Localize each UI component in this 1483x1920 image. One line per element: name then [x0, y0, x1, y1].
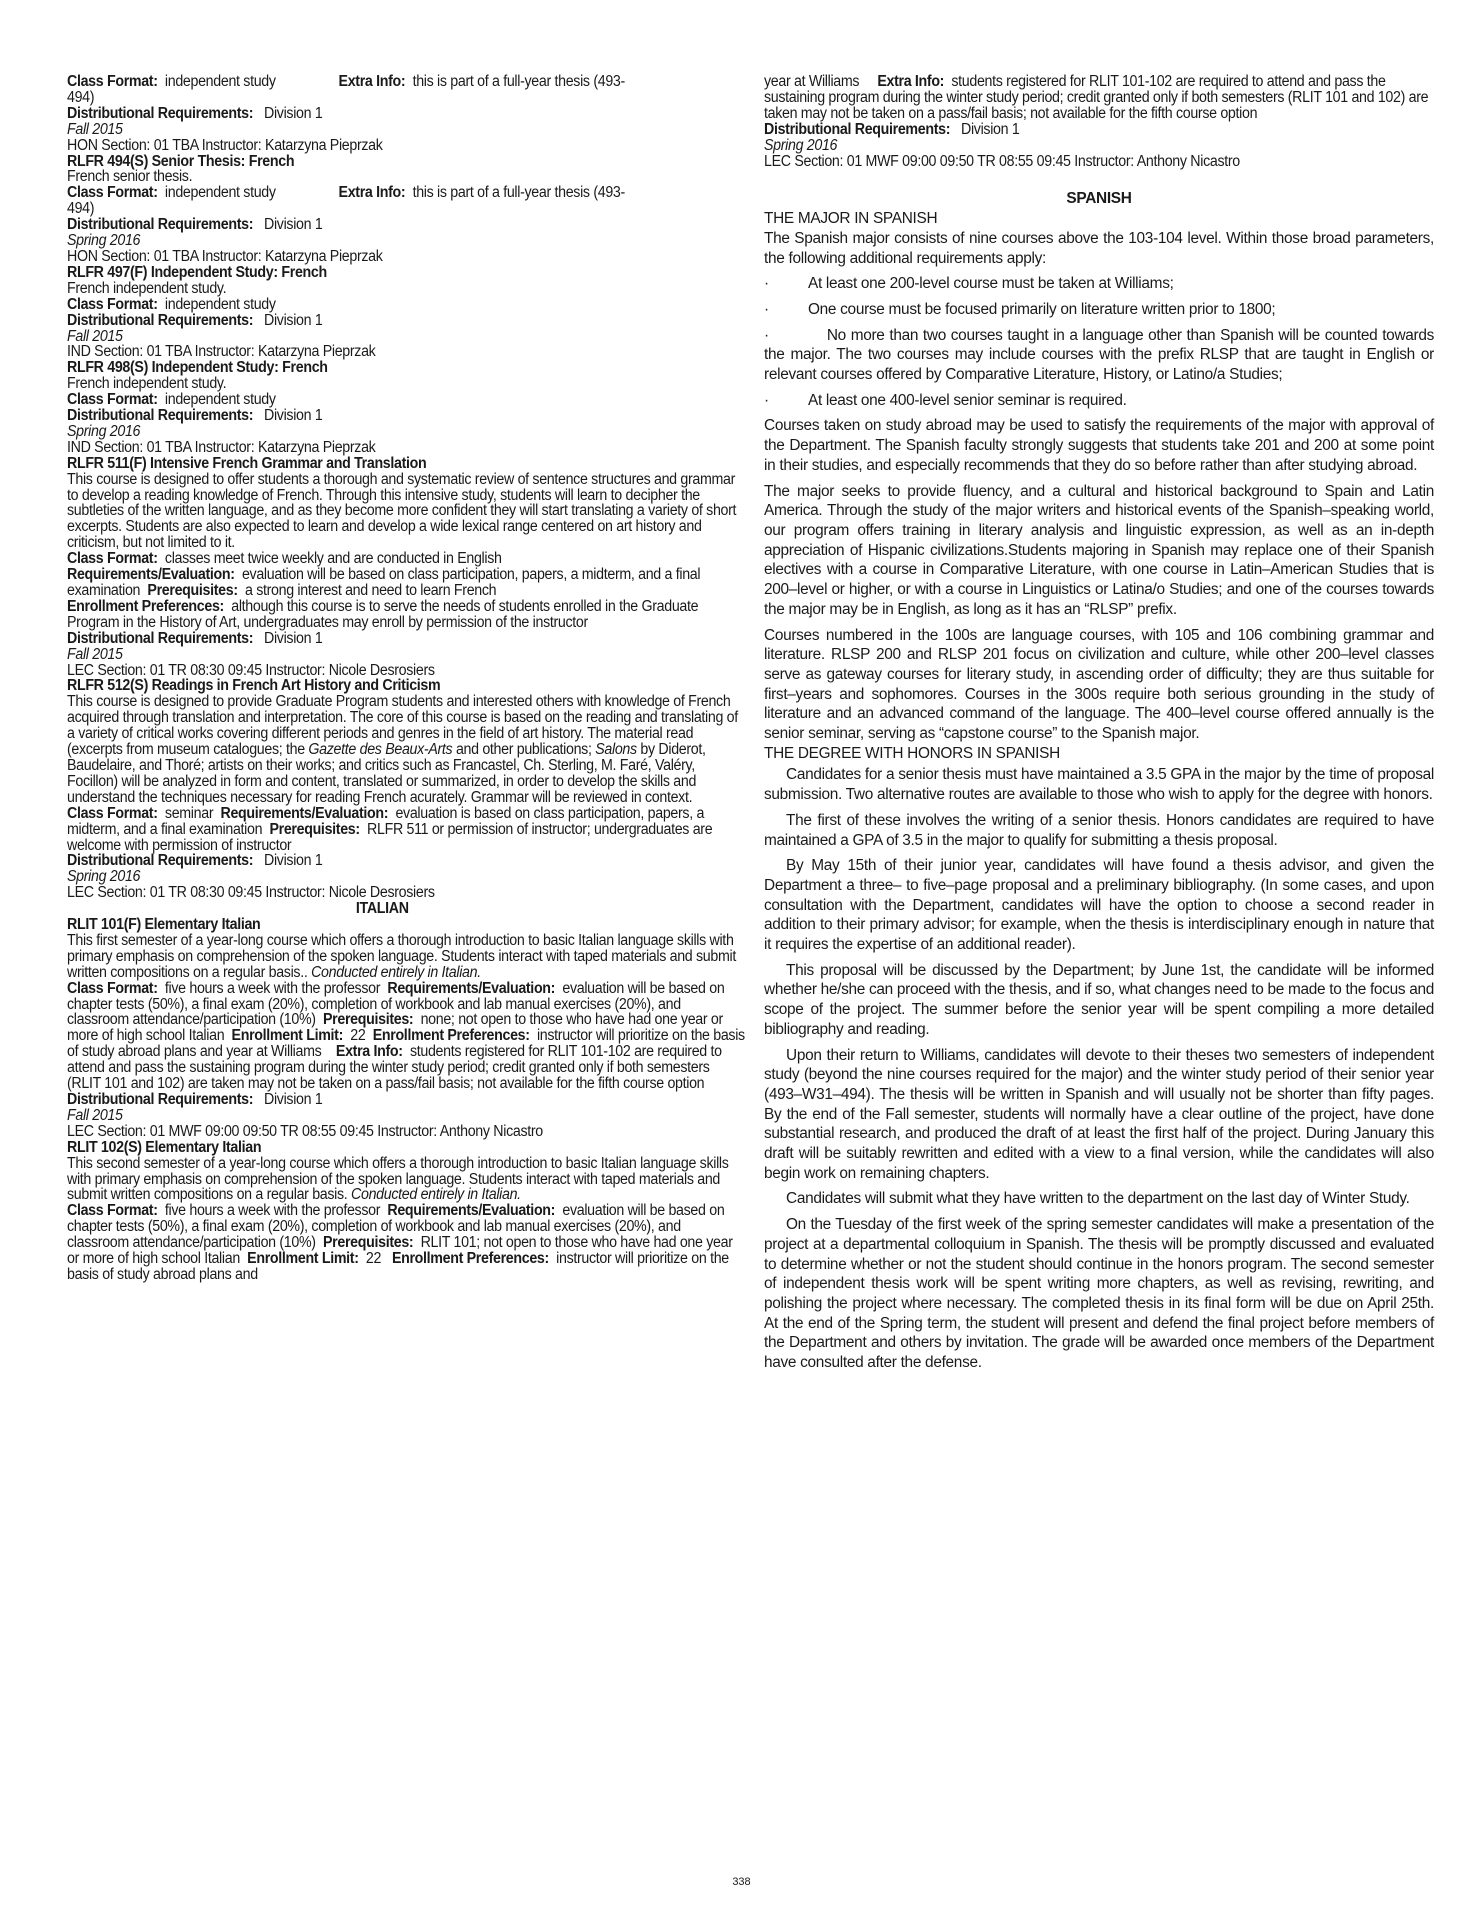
details-line	[67, 981, 745, 1092]
enroll-label: Enrollment Preferences:	[391, 1250, 549, 1268]
dist-line	[67, 313, 745, 329]
course-title: RLFR 511(F) Intensive French Grammar and Translation	[67, 454, 427, 472]
desc-part: This second semester of a year-long course which offers a thorough introduction to basic Italian language skills with primary emphasis on comprehension of the spoken language. Students interact with taped materials and submit written compositions on a regular basis.	[67, 1154, 729, 1204]
course-description	[67, 1156, 745, 1204]
req-value: evaluation is based on class participation, papers, a midterm, and a final examination	[67, 804, 705, 838]
limit-label: Enrollment Limit:	[247, 1250, 359, 1268]
limit-label: Enrollment Limit:	[231, 1027, 343, 1045]
dist-value: Division 1	[264, 311, 323, 329]
enroll-tail: year at Williams	[764, 73, 860, 90]
prereq-value: a strong interest and need to learn French	[244, 582, 497, 599]
extra-value: this is part of a full-year thesis (493-	[412, 184, 625, 202]
format-label: Class Format:	[67, 1202, 158, 1220]
extra-label: Extra Info:	[338, 184, 406, 202]
format-value: independent study	[164, 73, 276, 90]
prereq-label: Prerequisites:	[147, 582, 238, 599]
format-cell	[67, 74, 339, 90]
honors-paragraph: Candidates will submit what they have written to the department on the last day of Winter Study.	[786, 1190, 1410, 1208]
format-requirements-line	[67, 806, 745, 854]
extra-label: Extra Info:	[877, 73, 945, 90]
req-value: evaluation will be based on chapter tests (50%), a final exam (20%), completion of workbook and lab manual exercises (20%), and classroom attendance/participation (10%)	[67, 1202, 725, 1252]
requirement-item	[764, 391, 1434, 411]
format-line	[67, 551, 745, 567]
paragraph-study-abroad: Courses taken on study abroad may be used to satisfy the requirements of the major with approval of the Department. The Spanish faculty strongly suggests that students take 201 and 200 at some point in their studies, and especially recommends that they do so before rather than after studying abroad.	[764, 417, 1434, 474]
dist-label: Distributional Requirements:	[67, 629, 254, 647]
enroll-value: although this course is to serve the needs of students enrolled in the Graduate Program in the History of Art, undergraduates may enroll by permission of the instructor	[67, 597, 699, 631]
major-heading: THE MAJOR IN SPANISH	[764, 210, 938, 228]
extra-value: this is part of a full-year thesis (493-	[412, 73, 625, 90]
course-title: RLFR 497(F) Independent Study: French	[67, 263, 327, 281]
course-title: RLFR 512(S) Readings in French Art History and Criticism	[67, 677, 441, 695]
dist-value: Division 1	[264, 852, 323, 870]
paragraph-fluency: The major seeks to provide fluency, and a cultural and historical background to Spain and Latin America. Through the study of the major writers and historical events of the Spanish–speaking world, our program offers training in literary analysis and linguistic expression, as well as an in-depth appreciation of Hispanic civilizations.Students majoring in Spanish may replace one of their Spanish electives with a course in Comparative Literature, with one course in Latin–American Studies that is 200–level or higher, or with a course in Linguistics or Latina/o Studies; and one of the courses towards the major may be in English, as long as it has an “RLSP” prefix.	[764, 482, 1434, 618]
requirement-text: At least one 400-level senior seminar is required.	[808, 391, 1127, 409]
course-description: French independent study.	[67, 375, 227, 393]
desc-italic: Conducted entirely in Italian.	[351, 1186, 521, 1204]
desc-part: This first semester of a year-long course which offers a thorough introduction to basic Italian language skills with primary emphasis on comprehension of the spoken language. Students interact with taped materials and submit written compositions on a regular basis..	[67, 931, 736, 981]
honors-heading: THE DEGREE WITH HONORS IN SPANISH	[764, 744, 1060, 762]
italian-heading: ITALIAN	[355, 900, 409, 918]
limit-value: 22	[350, 1027, 366, 1045]
dist-line	[67, 1092, 745, 1108]
term: Spring 2016	[67, 868, 141, 886]
format-extra-line	[67, 185, 745, 201]
term: Spring 2016	[67, 422, 141, 440]
enrollment-line	[67, 599, 745, 631]
dist-line	[67, 217, 745, 233]
extra-value: students registered for RLIT 101-102 are required to attend and pass the sustaining program during the winter study period; credit granted only if both semesters (RLIT 101 and 102) are taken may not be taken on a pass/fail basis; not available for the fifth course option	[764, 73, 1429, 122]
spanish-heading: SPANISH	[1066, 190, 1132, 208]
section-line: HON Section: 01 TBA Instructor: Katarzyna Pieprzak	[67, 247, 383, 265]
format-label: Class Format:	[67, 550, 158, 568]
req-value: evaluation will be based on class participation, papers, a midterm, and a final examination	[67, 566, 701, 599]
dist-label: Distributional Requirements:	[67, 852, 254, 870]
course-title: RLFR 494(S) Senior Thesis: French	[67, 152, 295, 170]
paragraph-course-numbers: Courses numbered in the 100s are language courses, with 105 and 106 combining grammar and literature. RLSP 200 and RLSP 201 focus on civilization and culture, while other 200–level classes serve as gateway courses for literary study, in ascending order of difficulty; they are thus suitable for first–years and sophomores. Courses in the 300s require both serious grounding in the study of literature and an advanced command of the language. The 400–level course offered annually is the senior seminar, serving as “capstone course” to the Spanish major.	[764, 626, 1434, 743]
course-description: This course is designed to offer students a thorough and systematic review of sentence structures and grammar to develop a reading knowledge of French. Through this intensive study, students will learn to decipher the subtleties of the written language, and as they become more confident they will start translating a variety of short excerpts. Students are also expected to learn and develop a wide lexical range centered on art history and criticism, but not limited to it.	[67, 470, 737, 552]
dist-value: Division 1	[264, 104, 323, 122]
dist-label: Distributional Requirements:	[67, 216, 254, 234]
extra-cont: 494)	[67, 200, 95, 218]
right-column	[764, 74, 1434, 1373]
format-value: seminar	[164, 804, 214, 822]
requirement-item	[764, 274, 1434, 294]
dist-label: Distributional Requirements:	[764, 120, 951, 138]
format-label: Class Format:	[67, 295, 158, 313]
dist-line	[67, 631, 745, 647]
section-line: LEC Section: 01 MWF 09:00 09:50 TR 08:55 09:45 Instructor: Anthony Nicastro	[67, 1122, 543, 1140]
format-cell	[67, 185, 339, 201]
dist-line	[67, 853, 745, 869]
format-value: independent study	[164, 295, 276, 313]
course-description: French independent study.	[67, 279, 227, 297]
honors-paragraph: This proposal will be discussed by the Department; by June 1st, the candidate will be informed whether he/she can proceed with the thesis, and if so, what changes need to be made to the focus and scope of the project. The summer before the senior year will be spent compiling a more detailed bibliography and reading.	[764, 961, 1434, 1038]
format-line	[67, 392, 745, 408]
extra-label: Extra Info:	[335, 1043, 403, 1061]
req-label: Requirements/Evaluation:	[67, 566, 235, 584]
req-label: Requirements/Evaluation:	[387, 1202, 556, 1220]
section-line: IND Section: 01 TBA Instructor: Katarzyna Pieprzak	[67, 438, 376, 456]
desc-part: by Diderot, Baudelaire, and Thoré; artists on their works; and critics such as Francastel, Ch. Sterling, M. Faré, Valéry, Focillon) will be analyzed in form and content, translated or summarized, in order to develop the skills and understand the techniques necessary for reading French acurately. Grammar will be reviewed in context.	[67, 741, 706, 806]
extra-value: students registered for RLIT 101-102 are required to attend and pass the sustaining program during the winter study period; credit granted only if both semesters (RLIT 101 and 102) are taken may not be taken on a pass/fail basis; not available for the fifth course option	[67, 1043, 722, 1093]
page-number: 338	[732, 1876, 751, 1888]
dist-value: Division 1	[961, 120, 1020, 138]
course-title: RLIT 102(S) Elementary Italian	[67, 1138, 262, 1156]
honors-paragraph: By May 15th of their junior year, candidates will have found a thesis advisor, and given the Department a three– to five–page proposal and a preliminary bibliography. (In some cases, and upon consultation with the Department, candidates will have the option to choose a second reader in addition to their primary advisor; for example, when the thesis is interdisciplinary enough in nature that it requires the expertise of an additional reader).	[764, 857, 1434, 954]
course-title: RLFR 498(S) Independent Study: French	[67, 359, 328, 377]
dist-value: Division 1	[264, 216, 323, 234]
dist-value: Division 1	[264, 407, 323, 425]
term: Spring 2016	[764, 136, 838, 154]
bullet-mark: ·	[764, 300, 769, 318]
dist-line	[67, 408, 745, 424]
desc-italic: Salons	[595, 741, 637, 759]
dist-label: Distributional Requirements:	[67, 104, 254, 122]
format-line	[67, 297, 745, 313]
requirements-line	[67, 567, 745, 599]
requirement-text: At least one 200-level course must be taken at Williams;	[808, 275, 1174, 293]
format-value: classes meet twice weekly and are conducted in English	[164, 550, 502, 568]
honors-paragraph: The first of these involves the writing of a senior thesis. Honors candidates are required to have maintained a GPA of 3.5 in the major to qualify for submitting a thesis proposal.	[764, 811, 1434, 849]
format-label: Class Format:	[67, 391, 158, 409]
term: Fall 2015	[67, 327, 123, 345]
bullet-mark: ·	[764, 391, 769, 409]
section-line: LEC Section: 01 MWF 09:00 09:50 TR 08:55 09:45 Instructor: Anthony Nicastro	[764, 152, 1240, 170]
course-description	[67, 694, 745, 805]
enroll-label: Enrollment Preferences:	[67, 597, 224, 615]
section-line: HON Section: 01 TBA Instructor: Katarzyna Pieprzak	[67, 136, 383, 154]
format-value: five hours a week with the professor	[164, 1202, 381, 1220]
dist-value: Division 1	[264, 629, 323, 647]
prereq-value: RLIT 101; not open to those who have had one year or more of high school Italian	[67, 1234, 733, 1268]
course-title: RLIT 101(F) Elementary Italian	[67, 916, 261, 934]
term: Spring 2016	[67, 232, 141, 250]
desc-italic: Gazette des Beaux-Arts	[308, 741, 453, 759]
course-entry-rlfr-493-tail	[67, 74, 745, 1283]
bullet-mark: ·	[764, 326, 769, 344]
requirement-item	[764, 326, 1434, 385]
desc-part: and other publications;	[452, 741, 596, 759]
section-line: LEC Section: 01 TR 08:30 09:45 Instructor: Nicole Desrosiers	[67, 661, 435, 679]
course-description	[67, 933, 745, 981]
honors-paragraph: Upon their return to Williams, candidates will devote to their theses two semesters of independent study (beyond the nine courses required for the major) and the winter study period of their senior year (493–W31–494). The thesis will be written in Spanish and will usually not be shorter than fifty pages. By the end of the Fall semester, students will normally have a clear outline of the project, have done substantial research, and produced the draft of at least the first half of the project. During January this draft will be suitably rewritten and edited with a view to a final version, while the candidates will also begin work on remaining chapters.	[764, 1046, 1434, 1182]
course-entry-rlit-102-cont	[764, 74, 1434, 169]
req-label: Requirements/Evaluation:	[387, 979, 556, 997]
prereq-value: none; not open to those who have had one year or more of high school Italian	[67, 1011, 723, 1045]
prereq-label: Prerequisites:	[322, 1234, 414, 1252]
requirement-text: No more than two courses taught in a language other than Spanish will be counted towards the major. The two courses may include courses with the prefix RLSP that are taught in English or relevant courses offered by Comparative Literature, History, or Latino/a Studies;	[764, 326, 1434, 384]
term: Fall 2015	[67, 1106, 123, 1124]
format-label: Class Format:	[67, 73, 158, 90]
extra-cont: 494)	[67, 88, 95, 106]
enroll-extra-line	[764, 74, 1434, 122]
prereq-value: RLFR 511 or permission of instructor; undergraduates are welcome with permission of instructor	[67, 820, 713, 854]
major-intro: The Spanish major consists of nine courses above the 103-104 level. Within those broad parameters, the following additional requirements apply:	[764, 229, 1434, 267]
term: Fall 2015	[67, 645, 123, 663]
dist-line	[67, 106, 745, 122]
requirement-text: One course must be focused primarily on literature written prior to 1800;	[808, 300, 1276, 318]
dist-label: Distributional Requirements:	[67, 311, 254, 329]
section-line: IND Section: 01 TBA Instructor: Katarzyna Pieprzak	[67, 343, 376, 361]
requirement-item	[764, 300, 1434, 320]
extra-cell	[339, 185, 625, 201]
left-column	[67, 74, 745, 1283]
format-label: Class Format:	[67, 979, 158, 997]
dist-line	[764, 122, 1434, 138]
req-value: evaluation will be based on chapter tests (50%), a final exam (20%), completion of workbook and lab manual exercises (20%), and classroom attendance/participation (10%)	[67, 979, 725, 1029]
section-line: LEC Section: 01 TR 08:30 09:45 Instructor: Nicole Desrosiers	[67, 884, 435, 902]
enroll-value: instructor will prioritize on the basis of study abroad plans and	[67, 1250, 729, 1283]
enroll-value: instructor will prioritize on the basis of study abroad plans and year at Williams	[67, 1027, 745, 1061]
format-value: five hours a week with the professor	[164, 979, 381, 997]
limit-value: 22	[365, 1250, 382, 1268]
dist-value: Division 1	[264, 1091, 323, 1108]
details-line	[67, 1203, 745, 1283]
dist-label: Distributional Requirements:	[67, 407, 254, 425]
honors-paragraph: On the Tuesday of the first week of the spring semester candidates will make a presentation of the project at a departmental colloquium in Spanish. The thesis will be promptly discussed and evaluated to determine whether or not the student should continue in the honors program. The second semester of independent thesis work will be spent writing more chapters, as well as revising, rewriting, and polishing the project where necessary. The completed thesis in its final form will be due on April 25th. At the end of the Spring term, the student will present and defend the final project before members of the Department and others by invitation. The grade will be awarded once members of the Department have consulted after the defense.	[764, 1216, 1434, 1372]
desc-part: This course is designed to provide Graduate Program students and interested others with knowledge of French acquired through translation and interpretation. The core of this course is based on the reading and translating of a variety of critical works covering different periods and genres in the field of art history. The material read (excerpts from museum catalogues; the	[67, 693, 738, 759]
format-extra-line	[67, 74, 745, 90]
desc-italic: Conducted entirely in Italian.	[311, 963, 481, 981]
format-label: Class Format:	[67, 184, 158, 202]
course-description: French senior thesis.	[67, 168, 193, 186]
extra-cell	[339, 74, 625, 90]
extra-label: Extra Info:	[338, 73, 406, 90]
format-label: Class Format:	[67, 804, 158, 822]
term: Fall 2015	[67, 120, 123, 138]
dist-label: Distributional Requirements:	[67, 1091, 254, 1108]
bullet-mark: ·	[764, 275, 769, 293]
format-value: independent study	[164, 184, 276, 202]
req-label: Requirements/Evaluation:	[220, 804, 389, 822]
prereq-label: Prerequisites:	[269, 820, 360, 838]
prereq-label: Prerequisites:	[322, 1011, 414, 1029]
enroll-label: Enrollment Preferences:	[372, 1027, 530, 1045]
format-value: independent study	[164, 391, 276, 409]
spanish-section	[764, 189, 1434, 1372]
honors-paragraph: Candidates for a senior thesis must have maintained a 3.5 GPA in the major by the time of proposal submission. Two alternative routes are available to those who wish to apply for the degree with honors.	[764, 766, 1434, 804]
